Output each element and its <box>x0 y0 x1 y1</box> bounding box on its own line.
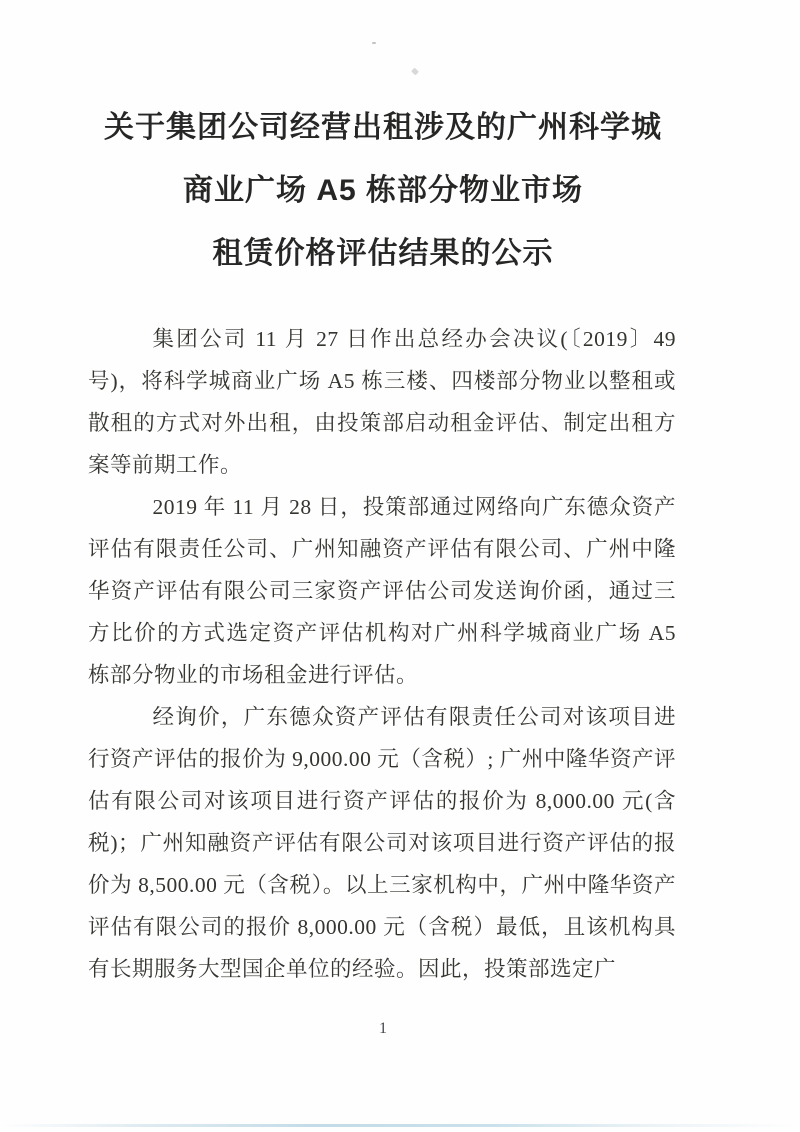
body-paragraph-1: 集团公司 11 月 27 日作出总经办会决议(〔2019〕49 号)，将科学城商业广场 A5 栋三楼、四楼部分物业以整租或散租的方式对外出租，由投策部启动租金评估、制定出租方案等前期工作。 <box>88 327 676 477</box>
scan-speck <box>411 68 419 76</box>
body-paragraph-2: 2019 年 11 月 28 日，投策部通过网络向广东德众资产评估有限责任公司、广州知融资产评估有限公司、广州中隆华资产评估有限公司三家资产评估公司发送询价函，通过三方比价的方式选定资产评估机构对广州科学城商业广场 A5 栋部分物业的市场租金进行评估。 <box>88 495 676 687</box>
document-title-line-2: 商业广场 A5 栋部分物业市场 <box>182 174 584 207</box>
document-body <box>88 318 676 990</box>
document-title-line-1: 关于集团公司经营出租涉及的广州科学城 <box>104 111 662 144</box>
document-title-line-3: 租赁价格评估结果的公示 <box>212 237 554 270</box>
body-paragraph-3: 经询价，广东德众资产评估有限责任公司对该项目进行资产评估的报价为 9,000.00 元（含税）; 广州中隆华资产评估有限公司对该项目进行资产评估的报价为 8,000.00 元(含税)；广州知融资产评估有限公司对该项目进行资产评估的报价为 8,500.00 元（含税）。以上三家机构中，广州中隆华资产评估有限公司的报价 8,000.00 元（含税）最低，且该机构具有长期服务大型国企单位的经验。因此，投策部选定广 <box>88 705 676 981</box>
scan-speck <box>372 42 376 44</box>
scan-edge-artifact <box>0 1124 800 1127</box>
document-title <box>88 96 678 285</box>
page-number: 1 <box>379 1020 387 1037</box>
